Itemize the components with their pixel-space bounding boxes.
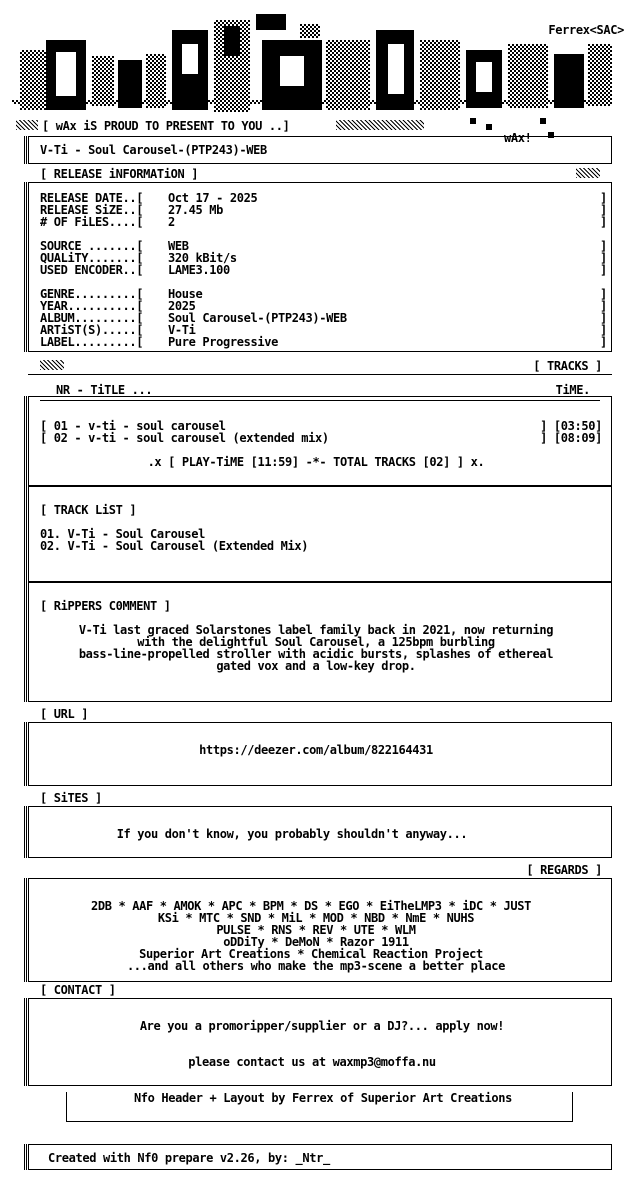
info-row-label: RELEASE DATE..[ [40, 191, 144, 205]
info-row-end: ] [600, 335, 607, 349]
regards-line: KSi * MTC * SND * MiL * MOD * NBD * NmE * NUHS [157, 911, 475, 925]
info-row-value: V-Ti [168, 323, 196, 337]
info-row-label: USED ENCODER..[ [40, 263, 144, 277]
regards-line: ...and all others who make the mp3-scene a better place [126, 959, 506, 973]
release-info-label: [ RELEASE iNFORMATiON ] [40, 167, 199, 181]
hatch-decoration [16, 120, 38, 130]
info-row-label: # OF FiLES....[ [40, 215, 144, 229]
regards-line: oDDiTy * DeMoN * Razor 1911 [223, 935, 409, 949]
author-tag: Ferrex<SAC> [548, 23, 624, 37]
track-list-item-1: 01. V-Ti - Soul Carousel [40, 527, 205, 541]
info-row-value: 2025 [168, 299, 196, 313]
info-row-value: 320 kBit/s [168, 251, 237, 265]
regards-line: PULSE * RNS * REV * UTE * WLM [216, 923, 416, 937]
regards-line: Superior Art Creations * Chemical Reaction Project [139, 947, 483, 961]
info-row-value: 2 [168, 215, 175, 229]
info-row-end: ] [600, 215, 607, 229]
created-with: Created with Nf0 prepare v2.26, by: _Ntr_ [48, 1151, 330, 1165]
info-row-label: GENRE.........[ [40, 287, 144, 301]
url-link[interactable]: https://deezer.com/album/822164431 [199, 743, 433, 757]
info-row-label: YEAR..........[ [40, 299, 144, 313]
hatch-decoration [40, 360, 64, 370]
hatch-decoration [336, 120, 424, 130]
sites-text: If you don't know, you probably shouldn't anyway... [116, 827, 468, 841]
regards-line: 2DB * AAF * AMOK * APC * BPM * DS * EGO * EiTheLMP3 * iDC * JUST [91, 899, 531, 913]
comment-line: gated vox and a low-key drop. [216, 659, 416, 673]
info-row-end: ] [600, 323, 607, 337]
contact-line-2: please contact us at waxmp3@moffa.nu [188, 1055, 436, 1069]
layout-credit: Nfo Header + Layout by Ferrex of Superior Art Creations [133, 1091, 513, 1105]
release-title: V-Ti - Soul Carousel-(PTP243)-WEB [40, 143, 267, 157]
info-row-value: 27.45 Mb [168, 203, 223, 217]
info-row-value: LAME3.100 [168, 263, 230, 277]
info-row-label: ARTiST(S).....[ [40, 323, 144, 337]
tracks-col-title: NR - TiTLE ... [56, 383, 153, 397]
tracks-summary: .x [ PLAY-TiME [11:59] -*- TOTAL TRACKS [02] ] x. [147, 455, 485, 469]
info-row-label: LABEL.........[ [40, 335, 144, 349]
regards-label: [ REGARDS ] [526, 863, 602, 877]
info-row-end: ] [600, 203, 607, 217]
info-row-value: Soul Carousel-(PTP243)-WEB [168, 311, 347, 325]
comment-line: V-Ti last graced Solarstones label family back in 2021, now returning [78, 623, 554, 637]
info-row-label: ALBUM.........[ [40, 311, 144, 325]
info-row-end: ] [600, 263, 607, 277]
comment-line: bass-line-propelled stroller with acidic bursts, splashes of ethereal [78, 647, 554, 661]
comment-label: [ RiPPERS C0MMENT ] [40, 599, 171, 613]
info-row-value: House [168, 287, 203, 301]
tracks-label: [ TRACKS ] [533, 359, 602, 373]
track-time-1: ] [03:50] [540, 419, 602, 433]
track-list-label: [ TRACK LiST ] [40, 503, 137, 517]
info-row-value: WEB [168, 239, 189, 253]
info-row-label: QUALiTY.......[ [40, 251, 144, 265]
comment-line: with the delightful Soul Carousel, a 125bpm burbling [137, 635, 495, 649]
url-label: [ URL ] [40, 707, 89, 721]
contact-label: [ CONTACT ] [40, 983, 116, 997]
info-row-value: Oct 17 - 2025 [168, 191, 258, 205]
info-row-end: ] [600, 251, 607, 265]
contact-line-1: Are you a promoripper/supplier or a DJ?... apply now! [139, 1019, 505, 1033]
presents-line: [ wAx iS PROUD TO PRESENT TO YOU ..] [42, 119, 290, 133]
group-tag: wAx! [504, 131, 532, 145]
info-row-end: ] [600, 287, 607, 301]
info-row-label: RELEASE SiZE..[ [40, 203, 144, 217]
track-time-2: ] [08:09] [540, 431, 602, 445]
info-row-value: Pure Progressive [168, 335, 278, 349]
info-row-end: ] [600, 311, 607, 325]
info-row-label: SOURCE .......[ [40, 239, 144, 253]
track-row-1: [ 01 - v-ti - soul carousel [40, 419, 226, 433]
track-row-2: [ 02 - v-ti - soul carousel (extended mix) [40, 431, 329, 445]
track-list-item-2: 02. V-Ti - Soul Carousel (Extended Mix) [40, 539, 309, 553]
tracks-col-time: TiME. [555, 383, 590, 397]
info-row-end: ] [600, 191, 607, 205]
hatch-decoration [576, 168, 600, 178]
sites-label: [ SiTES ] [40, 791, 102, 805]
contact-box [28, 998, 612, 1086]
info-row-end: ] [600, 239, 607, 253]
info-row-end: ] [600, 299, 607, 313]
